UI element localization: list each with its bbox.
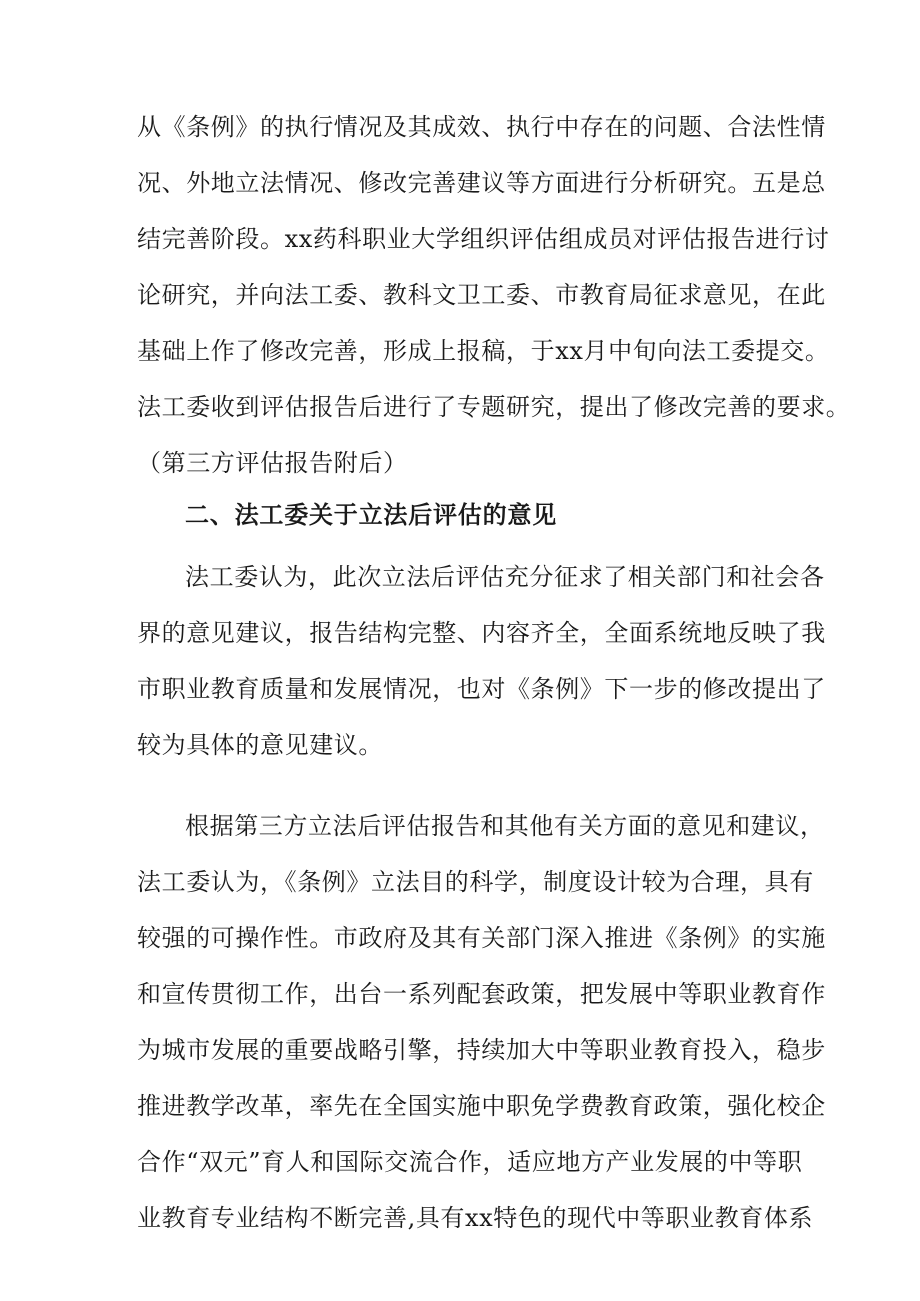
paragraph-3-line-8: 业教育专业结构不断完善,具有xx特色的现代中等职业教育体系 <box>137 1204 814 1232</box>
paragraph-1-line-3: 结完善阶段。xx药科职业大学组织评估组成员对评估报告进行讨 <box>137 225 830 253</box>
paragraph-1-line-4: 论研究，并向法工委、教科文卫工委、市教育局征求意见，在此 <box>137 281 826 309</box>
paragraph-3-line-3: 较强的可操作性。市政府及其有关部门深入推进《条例》的实施 <box>137 924 826 952</box>
paragraph-2-line-2: 界的意见建议，报告结构完整、内容齐全，全面系统地反映了我 <box>137 619 826 647</box>
paragraph-2-line-1: 法工委认为，此次立法后评估充分征求了相关部门和社会各 <box>185 563 825 591</box>
paragraph-1-line-5: 基础上作了修改完善，形成上报稿，于xx月中旬向法工委提交。 <box>137 337 830 365</box>
paragraph-3-line-4: 和宣传贯彻工作，出台一系列配套政策，把发展中等职业教育作 <box>137 980 826 1008</box>
paragraph-2-line-3: 市职业教育质量和发展情况，也对《条例》下一步的修改提出了 <box>137 675 826 703</box>
paragraph-2-line-4: 较为具体的意见建议。 <box>137 731 383 759</box>
paragraph-1-line-6: 法工委收到评估报告后进行了专题研究，提出了修改完善的要求。 <box>137 393 851 421</box>
paragraph-3-line-2: 法工委认为，《条例》立法目的科学，制度设计较为合理，具有 <box>137 868 814 896</box>
paragraph-3-line-1: 根据第三方立法后评估报告和其他有关方面的意见和建议， <box>185 812 825 840</box>
paragraph-1-line-7: （第三方评估报告附后） <box>137 449 408 477</box>
paragraph-3-line-7: 合作“双元”育人和国际交流合作，适应地方产业发展的中等职 <box>137 1148 803 1176</box>
paragraph-1-line-1: 从《条例》的执行情况及其成效、执行中存在的问题、合法性情 <box>137 113 826 141</box>
paragraph-3-line-5: 为城市发展的重要战略引擎，持续加大中等职业教育投入，稳步 <box>137 1036 826 1064</box>
paragraph-1-line-2: 况、外地立法情况、修改完善建议等方面进行分析研究。五是总 <box>137 169 826 197</box>
paragraph-3-line-6: 推进教学改革，率先在全国实施中职免学费教育政策，强化校企 <box>137 1092 826 1120</box>
section-heading: 二、法工委关于立法后评估的意见 <box>185 500 557 529</box>
